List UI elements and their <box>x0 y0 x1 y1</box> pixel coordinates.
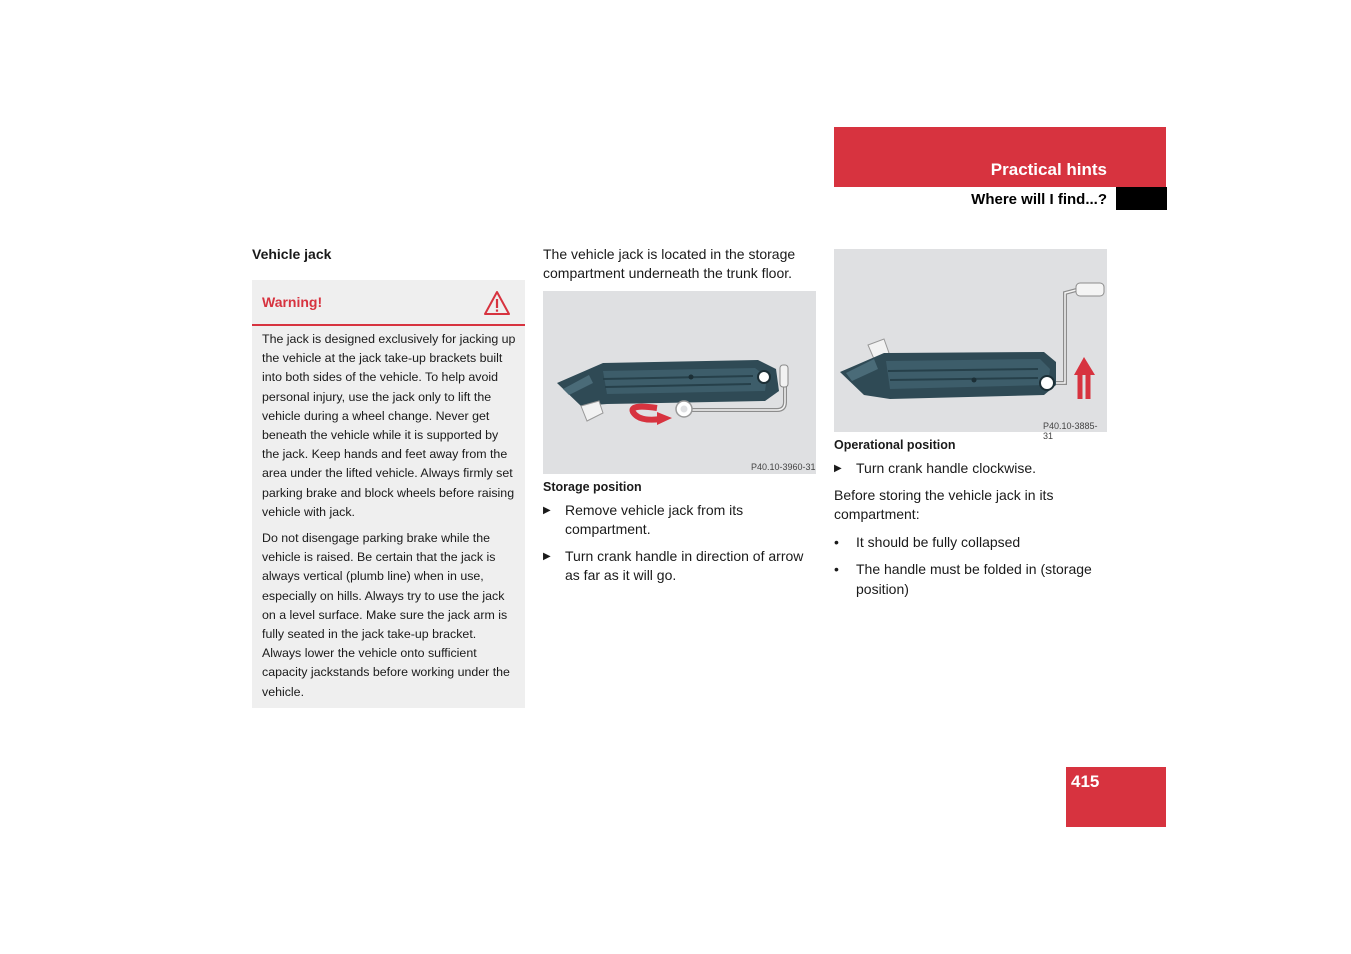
warning-triangle-icon <box>483 290 511 316</box>
warning-paragraph-1: The jack is designed exclusively for jacking up the vehicle at the jack take-up brackets built into both sides of the vehicle. To help avoid personal injury, use the jack only to lift the vehicle during a wheel change. Never get beneath the vehicle while it is supported by the jack. Keep hands and feet away from the area under the lifted vehicle. Always firmly set parking brake and block wheels before raising vehicle with jack. <box>262 332 516 519</box>
list-item <box>834 533 1109 552</box>
step-arrow-icon: ▶ <box>834 463 842 474</box>
warning-paragraph-2: Do not disengage parking brake while the vehicle is raised. Be certain that the jack is always vertical (plumb line) when in use, especially on hills. Always try to use the jack on a level surface. Make sure the jack arm is fully seated in the jack take-up bracket. Always lower the vehicle onto sufficient capacity jackstands before working under the vehicle. <box>262 531 510 699</box>
subsection-title: Where will I find...? <box>971 191 1107 208</box>
step-text: Remove vehicle jack from its compartment. <box>565 502 744 538</box>
storage-position-figure <box>543 291 816 474</box>
jack-storage-illustration <box>543 291 816 474</box>
warning-label: Warning! <box>262 294 323 310</box>
step-arrow-icon: ▶ <box>543 505 551 516</box>
step-text: Turn crank handle in direction of arrow as far as it will go. <box>565 547 804 584</box>
step-item <box>834 459 1109 478</box>
storage-figure-code: P40.10-3960-31 <box>751 462 816 472</box>
operational-figure-code: P40.10-3885-31 <box>1043 421 1098 441</box>
list-item-text: It should be fully collapsed <box>856 534 1021 550</box>
storage-caption: Storage position <box>543 480 642 494</box>
operational-position-figure <box>834 249 1107 441</box>
vehicle-jack-heading: Vehicle jack <box>252 246 332 262</box>
before-storing-text: Before storing the vehicle jack in its compartment: <box>834 487 1054 523</box>
list-item-text: The handle must be folded in (storage position) <box>856 561 1092 597</box>
bullet-icon: • <box>834 534 839 550</box>
step-arrow-icon: ▶ <box>543 550 551 562</box>
section-title: Practical hints <box>990 160 1107 179</box>
step-item <box>543 501 818 540</box>
page-number: 415 <box>1071 772 1100 791</box>
jack-operational-illustration <box>834 249 1107 432</box>
list-item <box>834 560 1109 599</box>
step-text: Turn crank handle clockwise. <box>856 460 1037 476</box>
storage-intro: The vehicle jack is located in the storage compartment underneath the trunk floor. <box>543 246 796 282</box>
step-item <box>543 547 818 586</box>
warning-box <box>252 280 525 708</box>
storing-checklist <box>834 533 1109 599</box>
operational-caption: Operational position <box>834 438 956 452</box>
warning-body <box>262 330 517 709</box>
header-tab-marker <box>1116 187 1167 210</box>
warning-header <box>252 280 525 326</box>
bullet-icon: • <box>834 561 839 578</box>
storage-steps <box>543 501 818 586</box>
